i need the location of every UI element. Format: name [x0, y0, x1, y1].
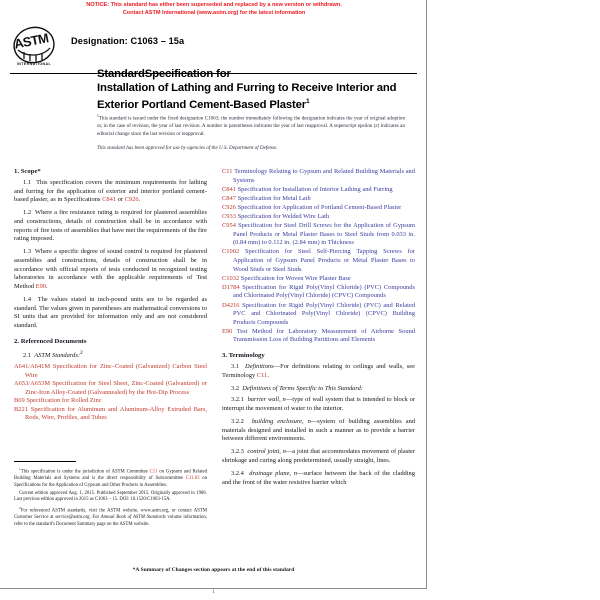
paragraph-3-2-3: 3.2.3 control joint, n—a joint that accommodates movement of plaster shrinkage and curing along predetermined, usually straight, lines. — [222, 448, 415, 464]
ref-link-e90[interactable]: E90 — [35, 282, 47, 290]
title-line-2: Installation of Lathing and Furring to Receive Interior and — [97, 81, 397, 94]
list-item[interactable]: B69 Specification for Rolled Zinc — [14, 397, 102, 405]
list-item[interactable]: C1032 Specification for Woven Wire Plaster Base — [222, 274, 351, 282]
ref-link-c841[interactable]: C841 — [102, 196, 117, 204]
title-line-3: Exterior Portland Cement-Based Plaster$^1$ — [97, 98, 310, 111]
paragraph-3-2-1: 3.2.1 barrier wall, n—type of wall system that is intended to block or interrupt the movement of water to the interior. — [222, 396, 415, 412]
paragraph-1-1: 1.1 This specification covers the minimum requirements for lathing and furring for the application of exterior and interior portland cement-based plaster, as in Specifications C841 or C926. — [14, 179, 208, 204]
ref-link-c11[interactable]: C11 — [256, 372, 268, 380]
designation-label: Designation: C1063 – 15a — [71, 36, 185, 46]
astm-logo-subtext: INTERNATIONAL — [16, 62, 52, 66]
svg-text:ASTM: ASTM — [12, 30, 50, 52]
footnote-divider — [14, 461, 76, 462]
list-item[interactable]: C841 Specification for Installation of Interior Lathing and Furring — [222, 185, 393, 193]
title-footnote-marker: 1 — [306, 98, 310, 106]
paragraph-1-2: 1.2 Where a fire resistance rating is required for plastered assemblies and constructions, details of construction shall be in accordance with reports of fire tests of assemblies that have met the requirements of the fire rating imposed. — [14, 209, 207, 243]
list-item[interactable]: C847 Specification for Metal Lath — [222, 194, 311, 202]
list-item[interactable]: B221 Specification for Aluminum and Aluminum-Alloy Extruded Bars, Rods, Wire, Profiles, and Tubes — [14, 405, 208, 422]
footnote-1-edition: Current edition approved Aug. 1, 2015. Published September 2015. Originally approved in 1986. Last previous edition approved in 2015 as C1063 – 15. DOI: 10.1520/C1063-15A. — [14, 490, 207, 503]
section-heading-scope: 1. Scope* — [14, 168, 41, 175]
paragraph-3-2: 3.2 Definitions of Terms Specific to This Standard: — [231, 385, 364, 393]
list-item[interactable]: A641/A641M Specification for Zinc–Coated (Galvanized) Carbon Steel Wire — [14, 363, 207, 379]
footnote-2: $^2$For referenced ASTM standards, visit the ASTM website, www.astm.org, or contact ASTM Customer Service at service@astm.org. For Annual Book of ASTM Standards volume information, refer to the standard's Document Summary page on the ASTM website. — [14, 506, 207, 527]
list-item[interactable]: D1784 Specification for Rigid Poly(Vinyl Chloride) (PVC) Compounds and Chlorinated Poly(Vinyl Chloride) (CPVC) Compounds — [222, 283, 416, 300]
list-item[interactable]: C11 Terminology Relating to Gypsum and Related Building Materials and Systems — [222, 168, 415, 184]
section-heading-terminology: 3. Terminology — [222, 352, 265, 360]
paragraph-1-4: 1.4 The values stated in inch-pound units are to be regarded as standard. The values given in parentheses are mathematical conversions to SI units that are provided for information only and are not considered standard. — [14, 296, 208, 329]
standard-boilerplate — [97, 113, 405, 153]
footnotes-block — [14, 466, 207, 530]
list-item[interactable]: C954 Specification for Steel Drill Screws for the Application of Gypsum Panel Products or Metal Plaster Bases to Steel Studs from 0.033 in. (0.84 mm) to 0.112 in. (2.84 mm) in Thickness — [222, 222, 415, 247]
right-column — [222, 168, 415, 492]
boilerplate-footnote-marker: 1 — [97, 114, 99, 118]
section-heading-referenced-documents: 2. Referenced Documents — [14, 337, 87, 345]
astm-standards-list-left — [14, 363, 207, 423]
astm-standards-list-right — [222, 168, 415, 345]
boilerplate-text: This standard is issued under the fixed designation C1063; the number immediately following the designation indicates the year of original adoption or, in the case of revision, the year of last revision. A number in parentheses indicates the year of last reapproval. A superscript epsilon (ε) indicates an editorial change since the last revision or reapproval. — [97, 115, 405, 137]
summary-of-changes-note: *A Summary of Changes section appears at the end of this standard — [132, 567, 295, 573]
standard-title-block — [97, 68, 407, 113]
ref-link-committee-c11[interactable]: C11 — [149, 469, 158, 475]
paragraph-1-3: 1.3 Where a specific degree of sound control is required for plastered assemblies and constructions, details of construction shall be in accordance with official reports of tests conducted in recognized testing laboratories in accordance with the applicable requirements of Test Method E90. — [14, 248, 208, 290]
superseded-notice-banner — [32, 1, 396, 17]
paragraph-3-2-4: 3.2.4 drainage plane, n—surface between the back of the cladding and the front of the water resistive barrier which — [222, 470, 415, 486]
list-item[interactable]: C926 Specification for Application of Portland Cement-Based Plaster — [222, 203, 402, 211]
title-line-1: StandardSpecification for — [97, 68, 231, 80]
ref-link-c926[interactable]: C926 — [124, 196, 139, 204]
boilerplate-dod-approval: This standard has been approved for use by agencies of the U.S. Department of Defense. — [97, 145, 278, 152]
paragraph-3-1: 3.1 Definitions—For definitions relating to ceilings and walls, see Terminology C11. — [222, 363, 415, 380]
left-column — [14, 168, 207, 423]
list-item[interactable]: E90 Test Method for Laboratory Measurement of Airborne Sound Transmission Loss of Building Partitions and Elements — [222, 327, 416, 344]
notice-line-2: Contact ASTM International (www.astm.org) for the latest information — [122, 10, 306, 17]
ref-link-subcommittee-c1103[interactable]: C11.03 — [185, 476, 200, 482]
list-item[interactable]: D4216 Specification for Rigid Poly(Vinyl Chloride) (PVC) and Related PVC and Chlorinated Poly(Vinyl Chloride) (CPVC) Building Products Compounds — [222, 301, 416, 326]
paragraph-3-2-2: 3.2.2 building enclosure, n—system of building assemblies and materials designed and installed in such a manner as to provide a barrier between different environments. — [222, 418, 416, 443]
page-number: 1 — [212, 590, 215, 595]
footnote-1: $^1$This specification is under the jurisdiction of ASTM Committee C11 on Gypsum and Related Building Materials and Systems and is the direct responsibility of Subcommittee C11.03 on Specifications for the Application of Gypsum and Other Products in Assemblies. — [14, 467, 208, 488]
paragraph-2-1: 2.1 ASTM Standards:$^2$ — [23, 349, 83, 360]
list-item[interactable]: C933 Specification for Welded Wire Lath — [222, 213, 330, 221]
list-item[interactable]: A653/A653M Specification for Steel Sheet, Zinc-Coated (Galvanized) or Zinc-Iron Alloy-Coated (Galvannealed) by the Hot-Dip Process — [14, 380, 208, 396]
notice-line-1: NOTICE: This standard has either been superseded and replaced by a new version or withdrawn. — [86, 2, 342, 8]
list-item[interactable]: C1002 Specification for Steel Self-Piercing Tapping Screws for Application of Gypsum Panel Products or Metal Plaster Bases to Wood Studs or Steel Studs — [222, 248, 416, 273]
